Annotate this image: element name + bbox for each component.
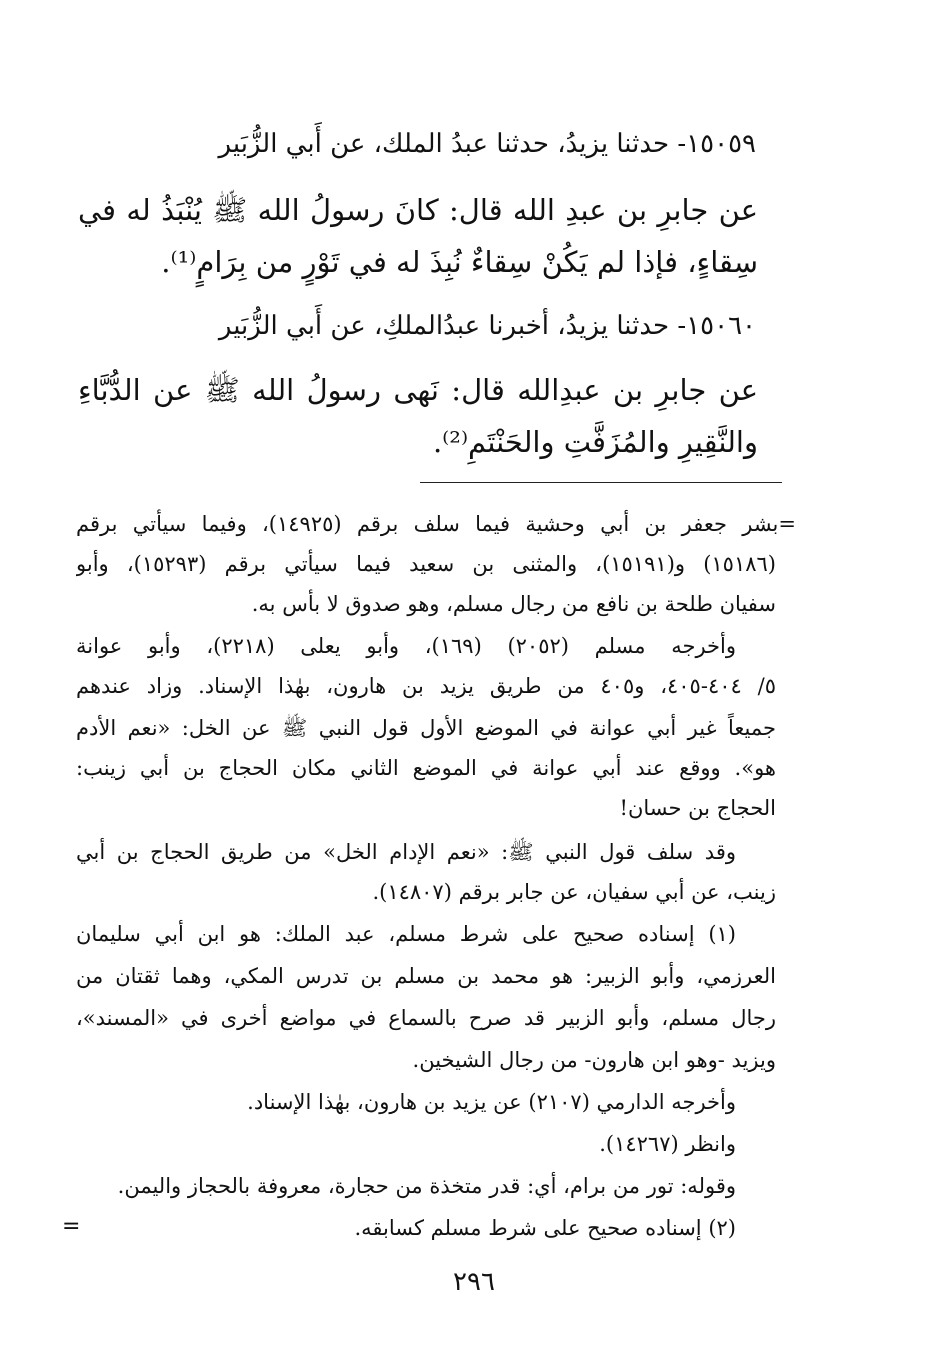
footnote-line: ٥/ ٤٠٤-٤٠٥، و٤٠٥ من طريق يزيد بن هارون، بهٰذا الإسناد. وزاد عندهم [76, 674, 776, 698]
footnote-line: (١٥١٨٦) و(١٥١٩١)، والمثنى بن سعيد فيما سيأتي برقم (١٥٢٩٣)، وأبو [76, 552, 776, 576]
footnote-line: وقد سلف قول النبي ﷺ: «نعم الإدام الخل» من طريق الحجاج بن أبي [76, 840, 736, 864]
hadith-isnad-15060: ١٥٠٦٠- حدثنا يزيدُ، أخبرنا عبدُالملكِ، عن أَبي الزُّبَير [218, 311, 756, 341]
hadith-matn-line: عن جابرِ بن عبدِالله قال: نَهى رسولُ الله ﷺ عن الدُّبَّاءِ [78, 373, 758, 407]
footnote-divider [420, 482, 782, 483]
footnote-1-line: وأخرجه الدارمي (٢١٠٧) عن يزيد بن هارون، بهٰذا الإسناد. [247, 1090, 736, 1114]
footnote-line: سفيان طلحة بن نافع من رجال مسلم، وهو صدوق لا بأس به. [251, 592, 776, 616]
footnote-1-line: العرزمي، وأبو الزبير: هو محمد بن مسلم بن تدرس المكي، وهما ثقتان من [76, 964, 776, 988]
footnote-line: زينب، عن أبي سفيان، عن جابر برقم (١٤٨٠٧). [372, 880, 776, 904]
footnote-line: =بشر جعفر بن أبي وحشية فيما سلف برقم (١٤٩٢٥)، وفيما سيأتي برقم [76, 512, 796, 536]
footnote-line: وأخرجه مسلم (٢٠٥٢) (١٦٩)، وأبو يعلى (٢٢١٨)، وأبو عوانة [76, 634, 736, 658]
footnote-1-line: ويزيد -وهو ابن هارون- من رجال الشيخين. [412, 1048, 776, 1072]
footnote-1-line: وقوله: تور من برام، أي: قدر متخذة من حجارة، معروفة بالحجاز واليمن. [117, 1174, 736, 1198]
footnote-1-line: (١) إسناده صحيح على شرط مسلم، عبد الملك: هو ابن أبي سليمان [76, 922, 736, 946]
hadith-matn-line: والنَّقِيرِ والمُزَفَّتِ والحَنْتَمِ⁽²⁾. [432, 425, 758, 459]
continuation-mark: = [62, 1214, 81, 1239]
hadith-matn-line: سِقاءٍ، فإذا لم يَكُنْ سِقاءٌ نُبِذَ له في تَوْرٍ من بِرَامٍ⁽¹⁾. [161, 245, 758, 279]
footnote-line: جميعاً غير أبي عوانة في الموضع الأول قول النبي ﷺ عن الخل: «نعم الأدم [76, 716, 776, 740]
footnote-line: الحجاج بن حسان! [619, 796, 776, 820]
footnote-1-line: وانظر (١٤٢٦٧). [599, 1132, 736, 1156]
hadith-matn-line: عن جابرِ بن عبدِ الله قال: كانَ رسولُ الله ﷺ يُنْبَذُ له في [78, 193, 758, 227]
footnote-2-line: (٢) إسناده صحيح على شرط مسلم كسابقه. [354, 1216, 736, 1240]
footnote-1-line: رجال مسلم، وأبو الزبير قد صرح بالسماع في مواضع أخرى في «المسند»، [76, 1006, 776, 1030]
footnote-line: هو». ووقع عند أبي عوانة في الموضع الثاني مكان الحجاج بن أبي زينب: [76, 756, 776, 780]
hadith-isnad-15059: ١٥٠٥٩- حدثنا يزيدُ، حدثنا عبدُ الملك، عن أَبي الزُّبَير [218, 129, 756, 159]
page-number: ٢٩٦ [453, 1267, 495, 1297]
